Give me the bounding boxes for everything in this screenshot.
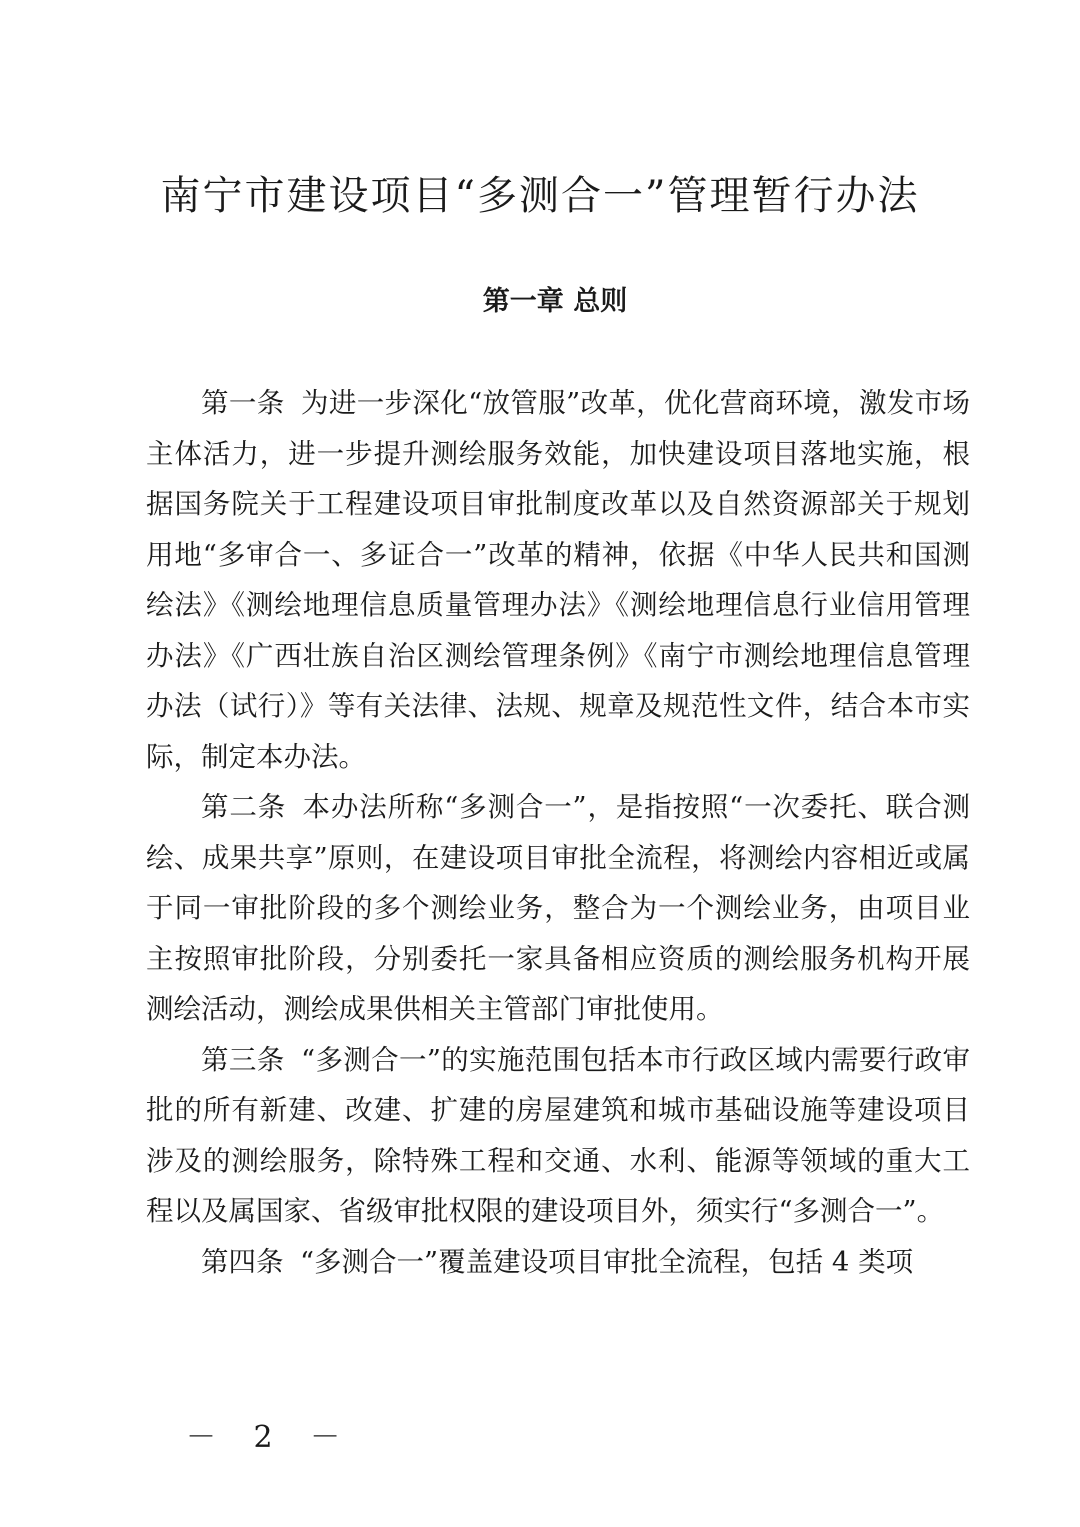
document-body <box>146 378 970 1287</box>
article-1 <box>146 378 970 782</box>
article-4 <box>146 1237 970 1288</box>
chapter-heading: 第一章 总则 <box>482 286 628 317</box>
article-1-text: 为进一步深化“放管服”改革，优化营商环境，激发市场主体活力，进一步提升测绘服务效能，加快建设项目落地实施，根据国务院关于工程建设项目审批制度改革以及自然资源部关于规划用地“多审合一、多证合一”改革的精神，依据《中华人民共和国测绘法》《测绘地理信息质量管理办法》《测绘地理信息行业信用管理办法》《广西壮族自治区测绘管理条例》《南宁市测绘地理信息管理办法（试行）》等有关法律、法规、规章及规范性文件，结合本市实际，制定本办法。 <box>146 387 970 773</box>
article-2-text: 本办法所称“多测合一”，是指按照“一次委托、联合测绘、成果共享”原则，在建设项目审批全流程，将测绘内容相近或属于同一审批阶段的多个测绘业务，整合为一个测绘业务，由项目业主按照审批阶段，分别委托一家具备相应资质的测绘服务机构开展测绘活动，测绘成果供相关主管部门审批使用。 <box>146 791 970 1025</box>
article-3 <box>146 1035 970 1237</box>
document-title: 南宁市建设项目“多测合一”管理暂行办法 <box>160 173 920 219</box>
article-2 <box>146 782 970 1035</box>
article-4-label: 第四条 <box>201 1245 284 1278</box>
article-3-text: “多测合一”的实施范围包括本市行政区域内需要行政审批的所有新建、改建、扩建的房屋建筑和城市基础设施等建设项目涉及的测绘服务，除特殊工程和交通、水利、能源等领域的重大工程以及属国家、省级审批权限的建设项目外，须实行“多测合一”。 <box>146 1043 970 1227</box>
article-3-label: 第三条 <box>201 1043 285 1076</box>
article-4-text: “多测合一”覆盖建设项目审批全流程，包括 4 类项 <box>300 1245 914 1278</box>
page-number: － 2 － <box>186 1420 355 1455</box>
article-2-label: 第二条 <box>201 791 287 823</box>
article-1-label: 第一条 <box>201 387 285 419</box>
